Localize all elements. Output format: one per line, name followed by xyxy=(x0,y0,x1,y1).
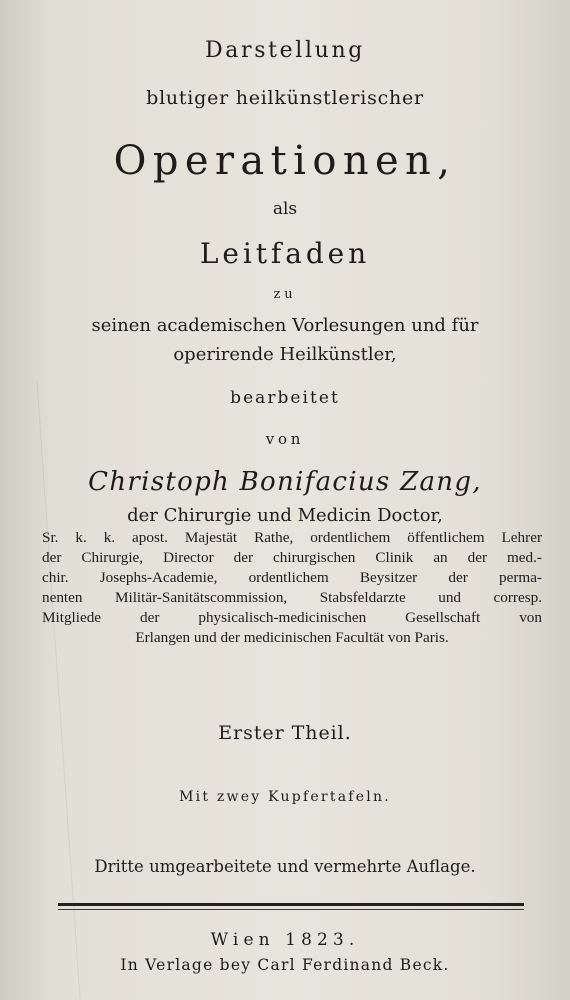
author-name: Christoph Bonifacius Zang, xyxy=(88,467,482,497)
title-line-darstellung: Darstellung xyxy=(205,38,365,63)
title-line-blutiger: blutiger heilkünstlerischer xyxy=(146,87,424,109)
divider-rule-thin xyxy=(58,909,524,910)
imprint-place-year: Wien 1823. xyxy=(210,930,360,950)
author-credentials xyxy=(42,528,542,648)
title-line-zu: zu xyxy=(273,287,297,302)
author-title: der Chirurgie und Medicin Doctor, xyxy=(127,505,443,526)
title-line-bearbeitet: bearbeitet xyxy=(230,388,340,408)
volume-label: Erster Theil. xyxy=(218,722,352,744)
title-line-operationen: Operationen, xyxy=(113,138,457,184)
title-line-leitfaden: Leitfaden xyxy=(199,237,371,270)
credentials-line: chir. Josephs-Academie, ordentlichem Beysitzer der perma- xyxy=(42,569,542,586)
credentials-line: nenten Militär-Sanitätscommission, Stabsfeldarzte und corresp. xyxy=(42,589,542,606)
credentials-line: Erlangen und der medicinischen Facultät von Paris. xyxy=(135,629,449,646)
divider-rule xyxy=(58,903,524,906)
credentials-line: Sr. k. k. apost. Majestät Rathe, ordentlichem öffentlichem Lehrer xyxy=(42,529,542,546)
title-line-von: von xyxy=(265,430,305,448)
edition-note: Dritte umgearbeitete und vermehrte Auflage. xyxy=(94,857,476,876)
title-line-als: als xyxy=(272,199,298,219)
title-line-heilkuenstler: operirende Heilkünstler, xyxy=(173,344,397,365)
imprint-publisher: In Verlage bey Carl Ferdinand Beck. xyxy=(120,956,450,974)
credentials-line: der Chirurgie, Director der chirurgischen Clinik an der med.- xyxy=(42,549,542,566)
title-line-vorlesungen: seinen academischen Vorlesungen und für xyxy=(91,315,479,336)
credentials-line: Mitgliede der physicalisch-medicinischen Gesellschaft von xyxy=(42,609,542,626)
plates-note: Mit zwey Kupfertafeln. xyxy=(179,789,391,805)
